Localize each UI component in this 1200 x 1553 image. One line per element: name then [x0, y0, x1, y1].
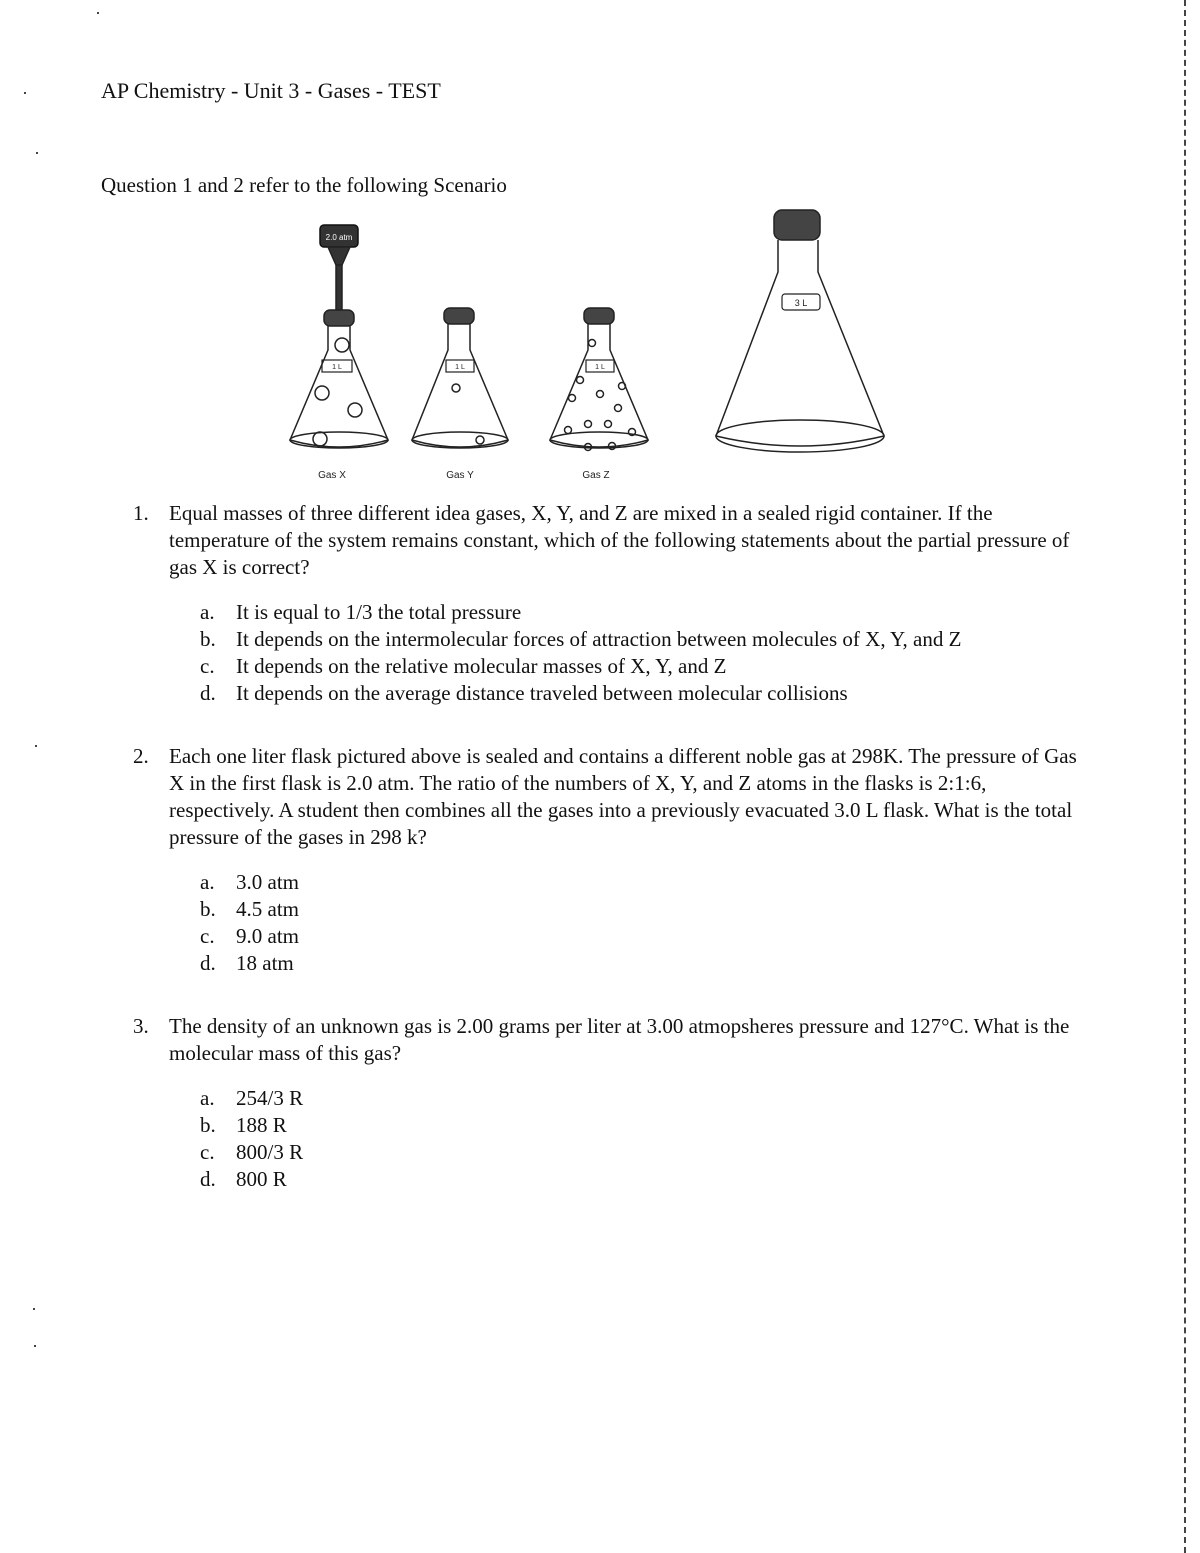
option-c[interactable]: c. 800/3 R [200, 1140, 304, 1164]
question-2 [133, 743, 1093, 977]
page-title: AP Chemistry - Unit 3 - Gases - TEST [101, 78, 441, 103]
scan-speck [34, 1345, 36, 1347]
question-text: The density of an unknown gas is 2.00 grams per liter at 3.00 atmopsheres pressure and 127°C. What is the molecular mass of this gas? [169, 1014, 1070, 1065]
option-c[interactable]: c. It depends on the relative molecular masses of X, Y, and Z [200, 654, 727, 678]
option-d[interactable]: d. 18 atm [200, 951, 294, 975]
flask-label: Gas Z [582, 470, 610, 481]
question-number: 2. [133, 744, 149, 768]
flask-label: Gas Y [446, 470, 474, 481]
scan-speck [24, 92, 26, 94]
scan-speck [35, 745, 37, 747]
question-number: 3. [133, 1014, 149, 1038]
option-b[interactable]: b. 4.5 atm [200, 897, 299, 921]
option-d[interactable]: d. It depends on the average distance traveled between molecular collisions [200, 681, 848, 705]
volume-tag: 1 L [455, 364, 465, 371]
option-c[interactable]: c. 9.0 atm [200, 924, 299, 948]
volume-tag: 1 L [332, 364, 342, 371]
scan-speck [97, 12, 99, 14]
stopper [774, 210, 820, 240]
option-a[interactable]: a. 254/3 R [200, 1086, 304, 1110]
scan-speck [36, 152, 38, 154]
answer-options [200, 1085, 1093, 1193]
flask-3-liter [716, 210, 884, 452]
question-3 [133, 1013, 1093, 1193]
flask-label: Gas X [318, 470, 346, 481]
gauge-reading: 2.0 atm [325, 233, 353, 242]
flask-figure [270, 200, 910, 490]
scan-edge [1184, 0, 1186, 1553]
answer-options [200, 869, 1093, 977]
flask-gas-z [550, 308, 648, 481]
question-text: Equal masses of three different idea gases, X, Y, and Z are mixed in a sealed rigid container. If the temperature of the system remains constant, which of the following statements about the partial pressure of gas X is correct? [169, 501, 1070, 579]
question-number: 1. [133, 501, 149, 525]
option-d[interactable]: d. 800 R [200, 1167, 287, 1191]
option-a[interactable]: a. It is equal to 1/3 the total pressure [200, 600, 522, 624]
stopper [584, 308, 614, 324]
option-b[interactable]: b. 188 R [200, 1113, 287, 1137]
stopper [444, 308, 474, 324]
question-1 [133, 500, 1093, 707]
option-a[interactable]: a. 3.0 atm [200, 870, 299, 894]
flask-gas-x [290, 225, 388, 481]
flask-gas-y [412, 308, 508, 481]
volume-tag: 3 L [794, 298, 808, 308]
option-b[interactable]: b. It depends on the intermolecular forces of attraction between molecules of X, Y, and Z [200, 627, 962, 651]
scenario-intro: Question 1 and 2 refer to the following Scenario [101, 173, 507, 197]
stopper [324, 310, 354, 326]
scan-speck [33, 1308, 35, 1310]
volume-tag: 1 L [595, 364, 605, 371]
question-text: Each one liter flask pictured above is sealed and contains a different noble gas at 298K. The pressure of Gas X in the first flask is 2.0 atm. The ratio of the numbers of X, Y, and Z atoms in the flasks is 2:1:6, respectively. A student then combines all the gases into a previously evacuated 3.0 L flask. What is the total pressure of the gases in 298 k? [169, 744, 1077, 849]
answer-options [200, 599, 1093, 707]
